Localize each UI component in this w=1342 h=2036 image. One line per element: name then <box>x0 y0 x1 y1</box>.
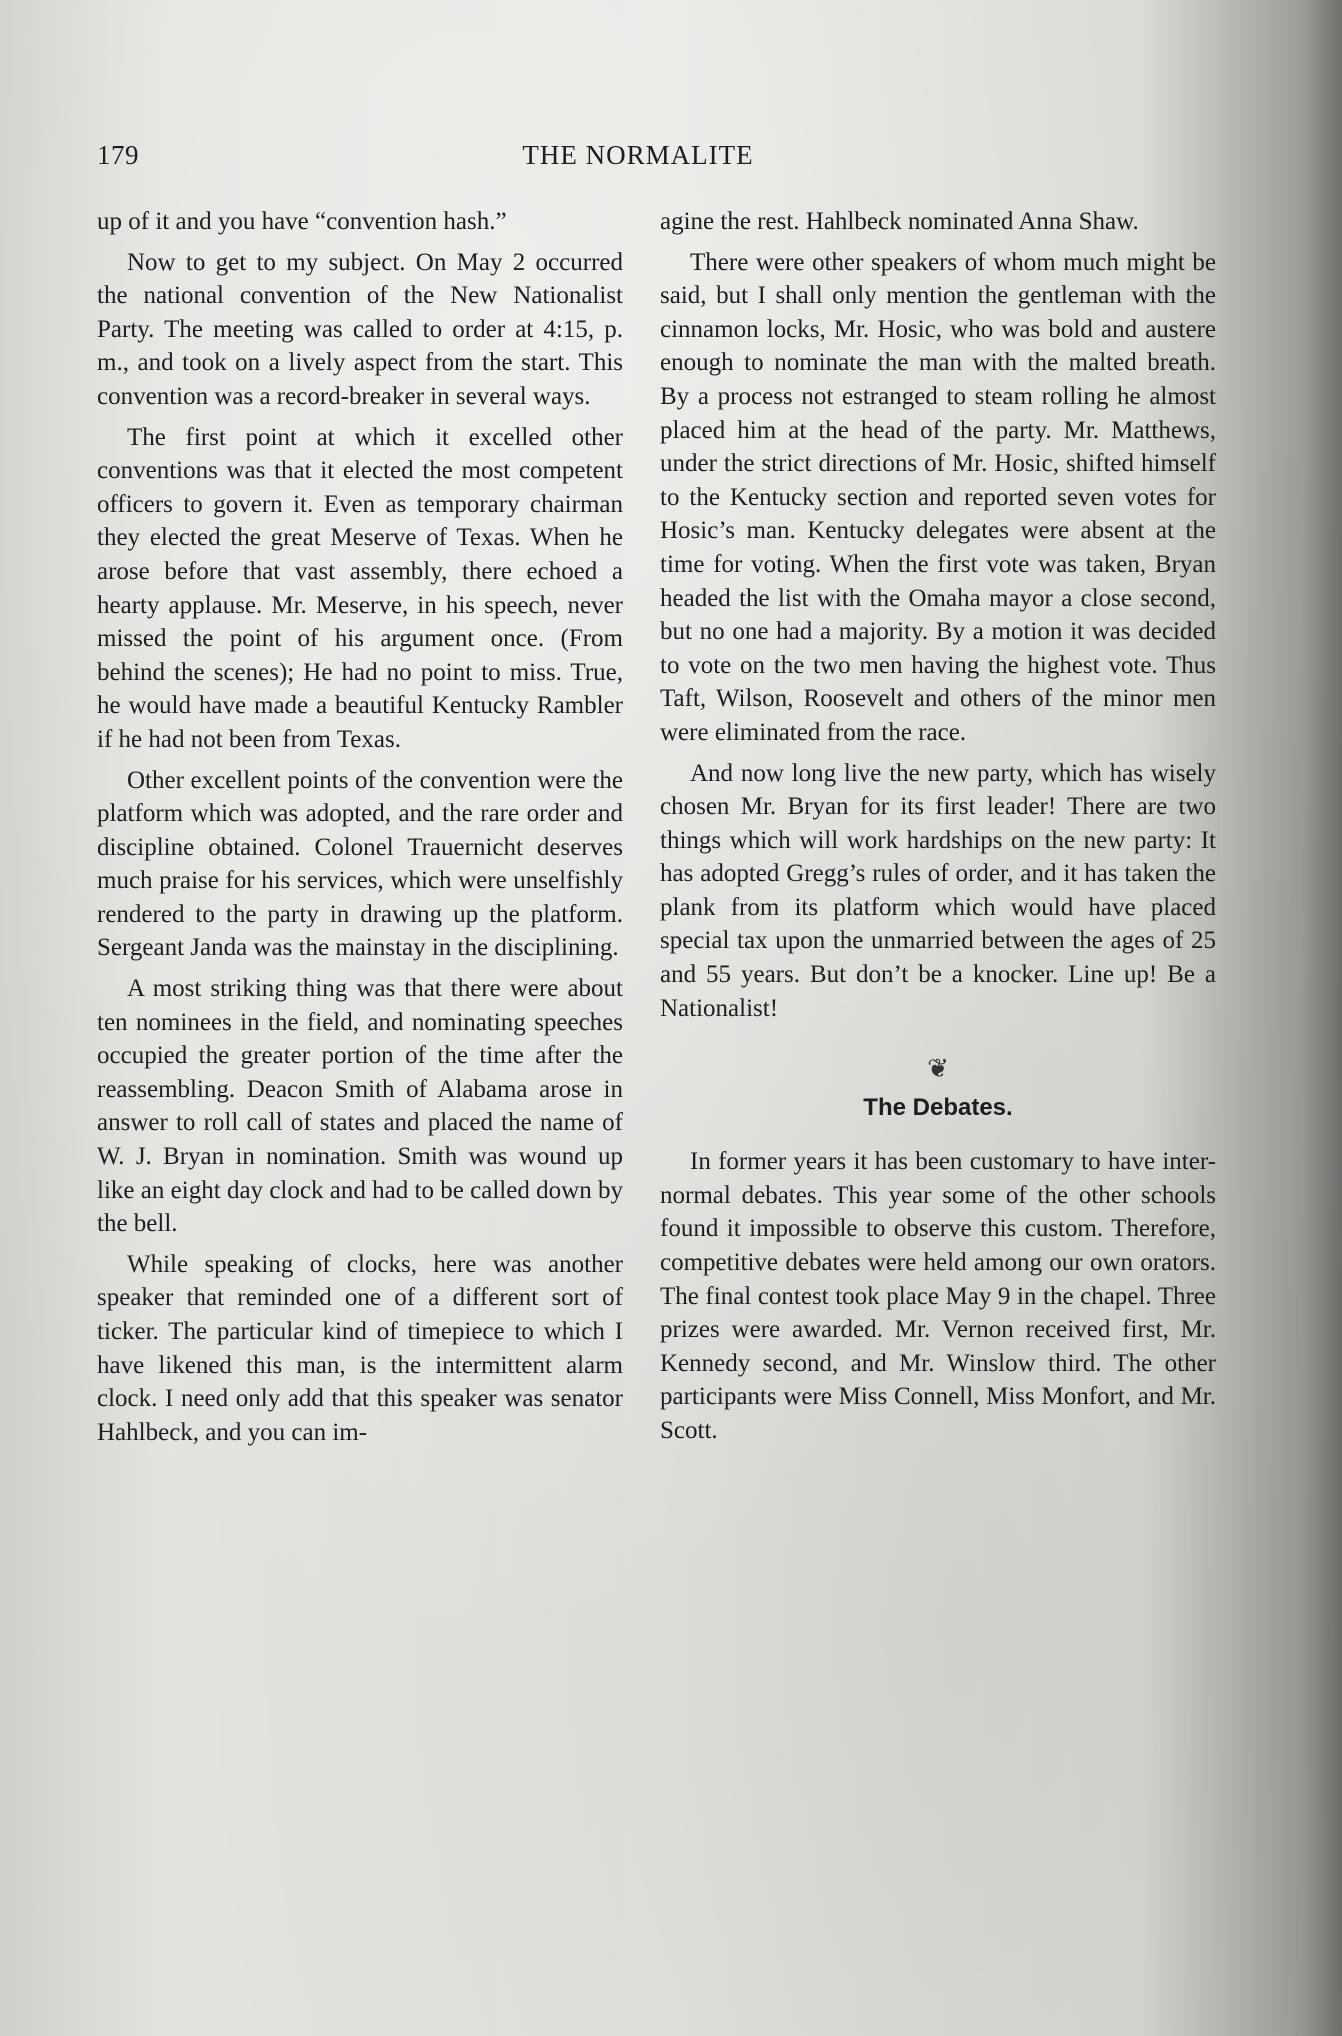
paragraph: Now to get to my subject. On May 2 occurred the national convention of the New Nationalist Party. The meeting was called to order at 4:15, p. m., and took on a lively aspect from the start. This convention was a record-breaker in several ways. <box>97 248 623 410</box>
paragraph: There were other speakers of whom much might be said, but I shall only mention the gentleman with the cinnamon locks, Mr. Hosic, who was bold and austere enough to nominate the man with the malted breath. By a process not estranged to steam rolling he almost placed him at the head of the party. Mr. Matthews, under the strict directions of Mr. Hosic, shifted himself to the Kentucky section and reported seven votes for Hosic’s man. Kentucky delegates were absent at the time for voting. When the first vote was taken, Bryan headed the list with the Omaha mayor a close second, but no one had a majority. By a motion it was decided to vote on the two men having the highest vote. Thus Taft, Wilson, Roosevelt and others of the minor men were eliminated from the race. <box>660 248 1216 746</box>
paragraph: The first point at which it excelled other conventions was that it elected the most competent officers to govern it. Even as temporary chairman they elected the great Meserve of Texas. When he arose before that vast assembly, there echoed a hearty applause. Mr. Meserve, in his speech, never missed the point of his argument once. (From behind the scenes); He had no point to miss. True, he would have made a beautiful Kentucky Rambler if he had not been from Texas. <box>97 423 623 753</box>
right-column <box>660 205 1216 1455</box>
fleuron-ornament-icon: ❦ <box>927 1054 949 1084</box>
paragraph: Other excellent points of the convention were the platform which was adopted, and the rare order and discipline obtained. Colonel Trauernicht deserves much praise for his services, which were unselfishly rendered to the party in drawing up the platform. Sergeant Janda was the mainstay in the disciplining. <box>97 766 623 962</box>
journal-title: THE NORMALITE <box>522 140 754 170</box>
paragraph: In former years it has been customary to have inter-normal debates. This year some of the other schools found it impossible to observe this custom. Therefore, competitive debates were held among our own orators. The final contest took place May 9 in the chapel. Three prizes were awarded. Mr. Vernon received first, Mr. Kennedy second, and Mr. Winslow third. The other participants were Miss Connell, Miss Monfort, and Mr. Scott. <box>660 1148 1216 1444</box>
section-title: The Debates. <box>863 1094 1013 1122</box>
paragraph: And now long live the new party, which has wisely chosen Mr. Bryan for its first leader! There are two things which will work hardships on the new party: It has adopted Gregg’s rules of order, and it has taken the plank from its platform which would have placed special tax upon the unmarried between the ages of 25 and 55 years. But don’t be a knocker. Line up! Be a Nationalist! <box>660 759 1216 1022</box>
paragraph: up of it and you have “convention hash.” <box>97 208 507 235</box>
paragraph: While speaking of clocks, here was another speaker that reminded one of a different sort of ticker. The particular kind of timepiece to which I have likened this man, is the intermittent alarm clock. I need only add that this speaker was senator Hahlbeck, and you can im- <box>97 1250 623 1446</box>
left-column <box>97 205 623 1456</box>
page-number: 179 <box>97 140 139 170</box>
paragraph: A most striking thing was that there were about ten nominees in the field, and nominating speeches occupied the greater portion of the time after the reassembling. Deacon Smith of Alabama arose in answer to roll call of states and placed the name of W. J. Bryan in nomination. Smith was wound up like an eight day clock and had to be called down by the bell. <box>97 975 623 1238</box>
paragraph: agine the rest. Hahlbeck nominated Anna Shaw. <box>660 208 1139 235</box>
